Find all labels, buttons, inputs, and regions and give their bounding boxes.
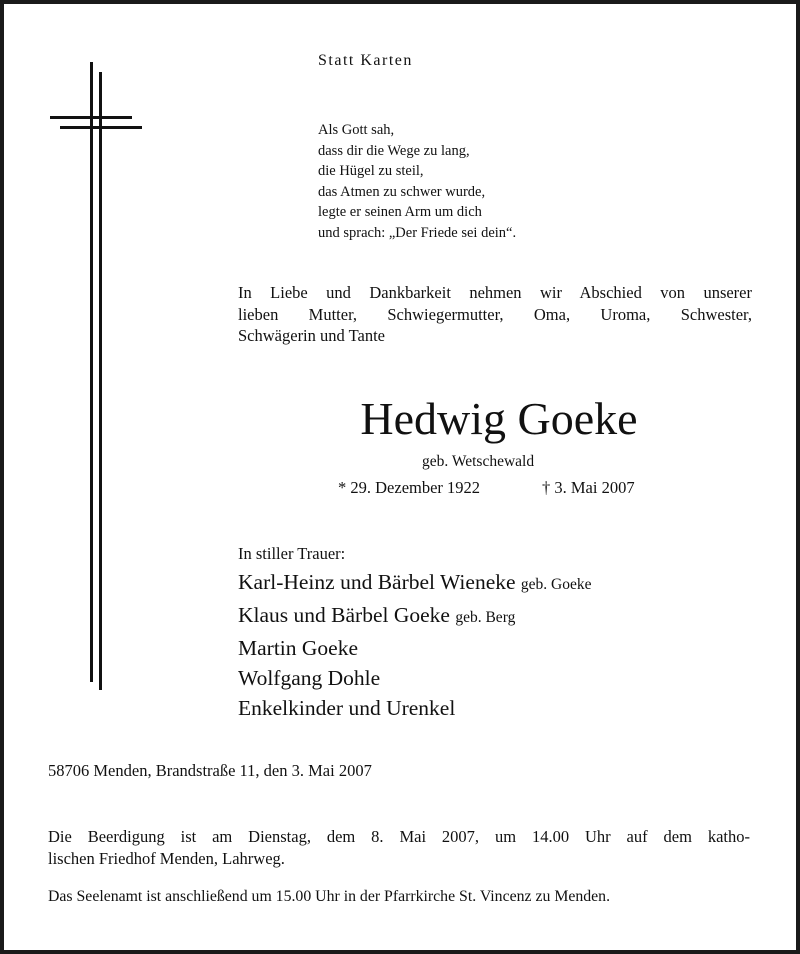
funeral-line: Die Beerdigung ist am Dienstag, dem 8. Mai 2007, um 14.00 Uhr auf dem katho- <box>48 827 750 846</box>
intro-line: Schwägerin und Tante <box>238 326 386 345</box>
mourner-name: Martin Goeke <box>238 636 359 660</box>
birth-date: * 29. Dezember 1922 <box>338 478 481 497</box>
funeral-line: lischen Friedhof Menden, Lahrweg. <box>48 849 285 868</box>
mourner-name: Enkelkinder und Urenkel <box>238 696 456 720</box>
mourner-entry <box>238 633 592 663</box>
poem-line: legte er seinen Arm um dich <box>318 204 482 220</box>
mourner-entry <box>238 693 592 723</box>
mourner-entry <box>238 600 592 633</box>
intro-paragraph <box>238 282 752 347</box>
mass-info: Das Seelenamt ist anschließend um 15.00 Uhr in der Pfarrkirche St. Vincenz zu Menden. <box>48 888 611 905</box>
poem-line: die Hügel zu steil, <box>318 163 424 179</box>
mourner-name: Karl-Heinz und Bärbel Wieneke <box>238 570 516 594</box>
mourner-entry <box>238 663 592 693</box>
header-text: Statt Karten <box>318 52 413 69</box>
mourner-entry <box>238 567 592 600</box>
poem-line: das Atmen zu schwer wurde, <box>318 183 486 200</box>
funeral-info <box>48 826 750 870</box>
poem <box>318 120 516 243</box>
poem-line: Als Gott sah, <box>318 122 395 138</box>
place-date: 58706 Menden, Brandstraße 11, den 3. Mai 2007 <box>48 761 372 780</box>
poem-line: dass dir die Wege zu lang, <box>318 142 470 159</box>
mourner-name: Wolfgang Dohle <box>238 666 381 690</box>
mourner-note: geb. Goeke <box>520 576 592 593</box>
intro-line: lieben Mutter, Schwiegermutter, Oma, Uroma, Schwester, <box>238 304 752 324</box>
mourners-label: In stiller Trauer: <box>238 544 346 563</box>
mourners-list <box>238 567 592 723</box>
mourner-name: Klaus und Bärbel Goeke <box>238 603 450 627</box>
intro-line: In Liebe und Dankbarkeit nehmen wir Abschied von unserer <box>238 283 752 302</box>
poem-line: und sprach: „Der Friede sei dein“. <box>318 224 517 241</box>
deceased-name: Hedwig Goeke <box>360 393 638 444</box>
birth-name: geb. Wetschewald <box>422 453 535 470</box>
death-date: † 3. Mai 2007 <box>542 478 635 497</box>
mourner-note: geb. Berg <box>455 609 516 626</box>
